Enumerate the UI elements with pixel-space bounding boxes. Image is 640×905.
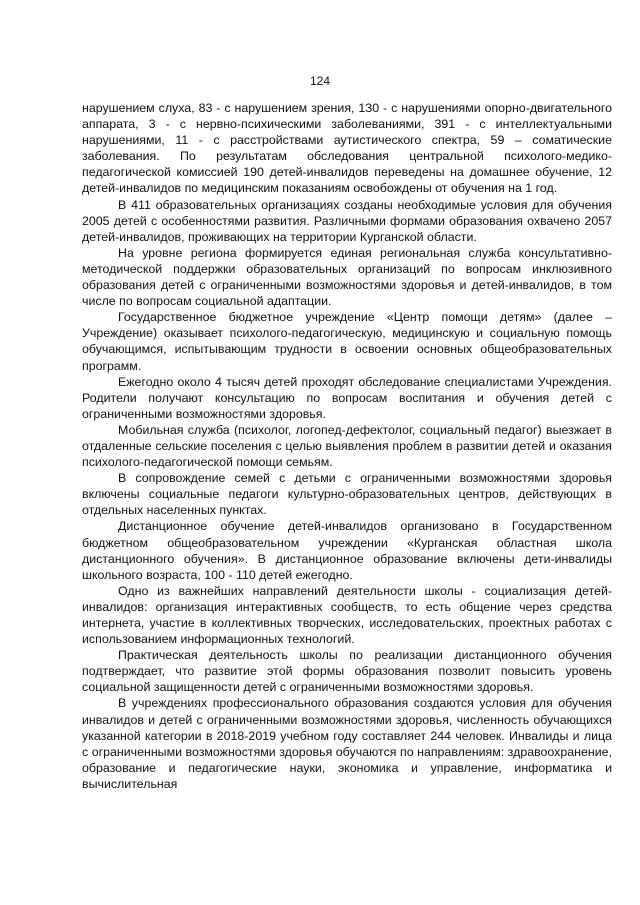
body-text xyxy=(82,100,612,792)
paragraph-2: В 411 образовательных организациях созданы необходимые условия для обучения 2005 детей с особенностями развития. Различными формами образования охвачено 2057 детей-инвалидов, проживающих на территории Курганской области. xyxy=(82,197,612,244)
paragraph-9: Одно из важнейших направлений деятельности школы - социализация детей-инвалидов: организация интерактивных сообществ, то есть общение через средства интернета, участие в коллективных творческих, исследовательских, проектных работах с использованием информационных технологий. xyxy=(82,583,612,647)
paragraph-3: На уровне региона формируется единая региональная служба консультативно-методической поддержки образовательных организаций по вопросам инклюзивного образования детей с ограниченными возможностями здоровья и детей-инвалидов, в том числе по вопросам социальной адаптации. xyxy=(82,245,612,309)
paragraph-11: В учреждениях профессионального образования создаются условия для обучения инвалидов и детей с ограниченными возможностями здоровья, численность обучающихся указанной категории в 2018-2019 учебном году составляет 244 человек. Инвалиды и лица с ограниченными возможностями здоровья обучаются по направлениям: здравоохранение, образование и педагогические науки, экономика и управление, информатика и вычислительная xyxy=(82,696,612,791)
paragraph-5: Ежегодно около 4 тысяч детей проходят обследование специалистами Учреждения. Родители получают консультацию по вопросам воспитания и обучения детей с ограниченными возможностями здоровья. xyxy=(82,374,612,421)
paragraph-7: В сопровождение семей с детьми с ограниченными возможностями здоровья включены социальные педагоги культурно-образовательных центров, действующих в отдельных населенных пунктах. xyxy=(82,471,612,518)
paragraph-4: Государственное бюджетное учреждение «Центр помощи детям» (далее – Учреждение) оказывает психолого-педагогическую, медицинскую и социальную помощь обучающимся, испытывающим трудности в освоении основных общеобразовательных программ. xyxy=(82,310,612,373)
paragraph-10: Практическая деятельность школы по реализации дистанционного обучения подтверждает, что развитие этой формы образования позволит повысить уровень социальной защищенности детей с ограниченными возможностями здоровья. xyxy=(82,648,612,695)
page-number: 124 xyxy=(309,74,331,88)
paragraph-8: Дистанционное обучение детей-инвалидов организовано в Государственном бюджетном общеобразовательном учреждении «Курганская областная школа дистанционного обучения». В дистанционное образование включены дети-инвалиды школьного возраста, 100 - 110 детей ежегодно. xyxy=(82,519,612,582)
paragraph-1: нарушением слуха, 83 - с нарушением зрения, 130 - с нарушениями опорно-двигательного аппарата, 3 - с нервно-психическими заболеваниями, 391 - с интеллектуальными нарушениями, 11 - с расстройствами аутистического спектра, 59 – соматические заболевания. По результатам обследования центральной психолого-медико-педагогической комиссией 190 детей-инвалидов переведены на домашнее обучение, 12 детей-инвалидов по медицинским показаниям освобождены от обучения на 1 год. xyxy=(82,101,612,196)
paragraph-6: Мобильная служба (психолог, логопед-дефектолог, социальный педагог) выезжает в отдаленные сельские поселения с целью выявления проблем в развитии детей и оказания психолого-педагогической помощи семьям. xyxy=(82,422,612,470)
